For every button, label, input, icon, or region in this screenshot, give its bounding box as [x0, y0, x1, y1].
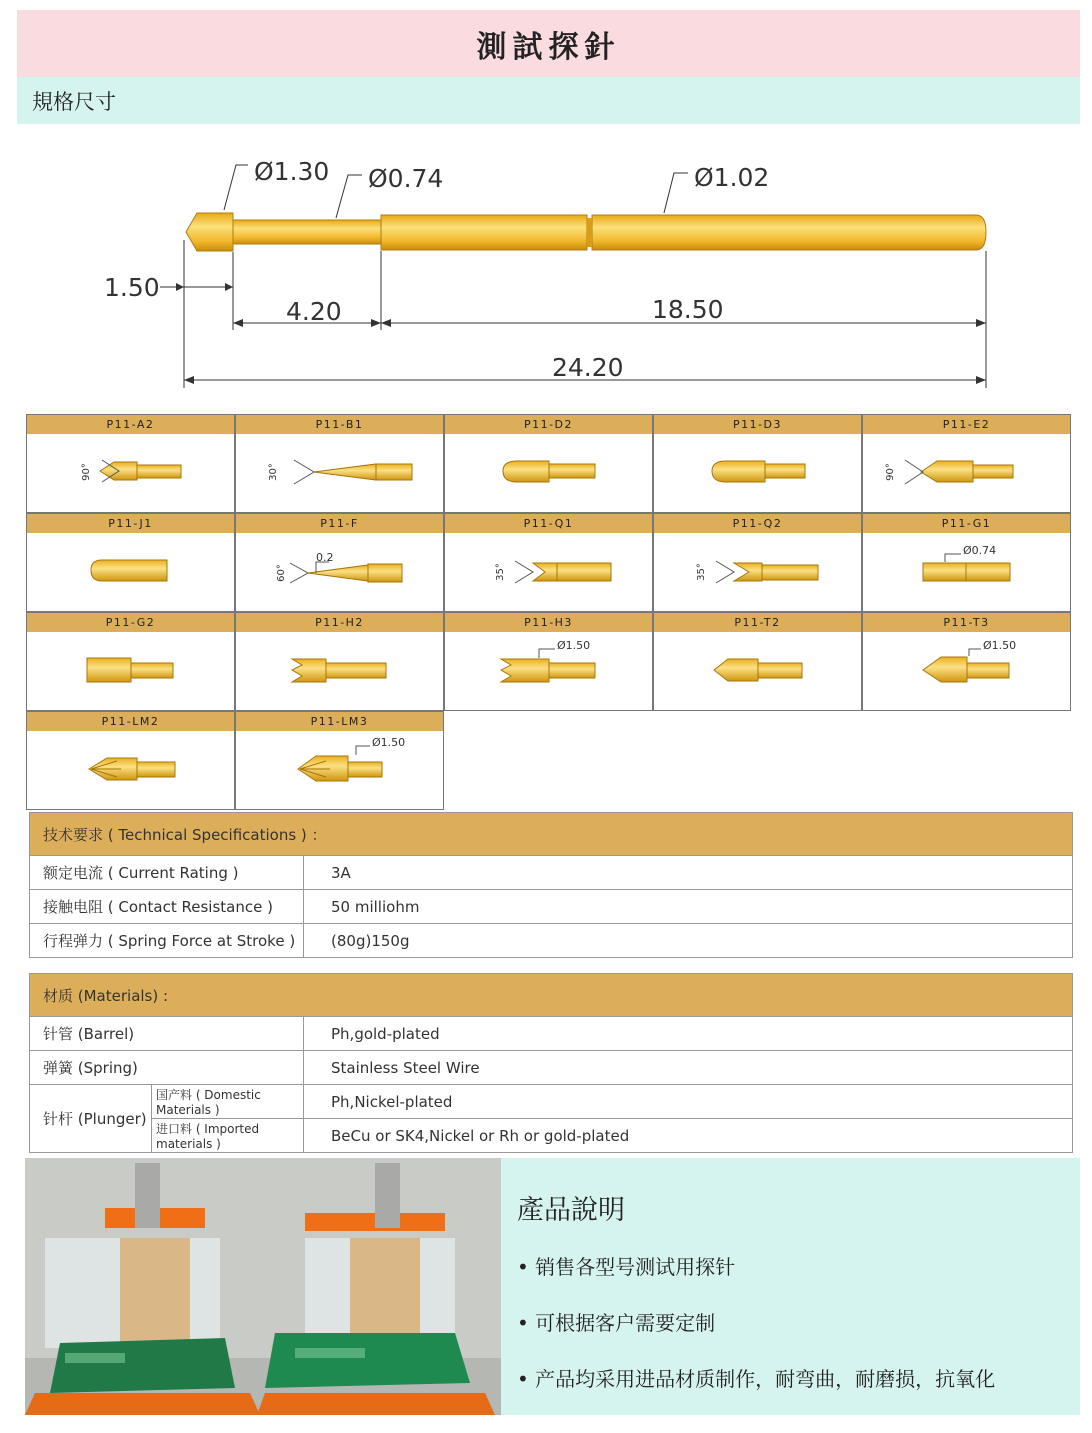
material-value: BeCu or SK4,Nickel or Rh or gold-plated [304, 1119, 1073, 1153]
spec-key: 行程弹力 ( Spring Force at Stroke ) [30, 924, 304, 958]
section-bar [17, 77, 1080, 124]
tip-shape [863, 533, 1070, 611]
tip-label: P11-G1 [863, 514, 1070, 533]
product-section [25, 1158, 1080, 1415]
spec-value: 50 milliohm [304, 890, 1073, 924]
tip-cell [862, 612, 1071, 711]
tip-shape [236, 434, 443, 512]
tip-angle: 35° [696, 563, 707, 581]
tip-note: Ø0.74 [963, 544, 997, 557]
materials-header: 材质 (Materials) : [30, 974, 1073, 1017]
tip-note: Ø1.50 [983, 639, 1017, 652]
tip-cell [235, 513, 444, 612]
list-item: • 可根据客户需要定制 [517, 1311, 716, 1335]
tip-angle: 30° [268, 463, 279, 481]
tip-shape [27, 632, 234, 710]
dim-plunger-length: 4.20 [286, 297, 342, 326]
tip-cell [653, 513, 862, 612]
dim-plunger-diameter: Ø0.74 [368, 164, 444, 193]
material-subkey: 进口料 ( Imported materials ) [152, 1119, 304, 1153]
tip-label: P11-H2 [236, 613, 443, 632]
spec-value: 3A [304, 856, 1073, 890]
dim-tip-diameter: Ø1.30 [254, 157, 330, 186]
tip-angle: 90° [885, 463, 896, 481]
tip-cell [235, 711, 444, 810]
tip-label: P11-E2 [863, 415, 1070, 434]
tip-angle: 60° [276, 564, 287, 582]
tip-label: P11-G2 [27, 613, 234, 632]
tip-shape [445, 632, 652, 710]
tip-shape [27, 731, 234, 809]
technical-spec-table [29, 812, 1073, 958]
material-value: Stainless Steel Wire [304, 1051, 1073, 1085]
material-key: 针杆 (Plunger) [30, 1085, 152, 1153]
tip-note: Ø1.50 [557, 639, 591, 652]
tip-cell [235, 414, 444, 513]
tip-cell [444, 612, 653, 711]
table-row [30, 890, 1073, 924]
tip-shape [445, 434, 652, 512]
tech-spec-header: 技术要求 ( Technical Specifications ) ： [30, 813, 1073, 856]
tip-shape [236, 533, 443, 611]
tip-cell [26, 513, 235, 612]
material-key: 弹簧 (Spring) [30, 1051, 304, 1085]
tip-angle: 90° [81, 463, 92, 481]
table-row [30, 1085, 1073, 1119]
tip-label: P11-F [236, 514, 443, 533]
tip-label: P11-Q1 [445, 514, 652, 533]
tip-label: P11-H3 [445, 613, 652, 632]
test-fixture-photo [25, 1158, 501, 1415]
list-item: • 销售各型号测试用探针 [517, 1255, 736, 1279]
page-title: 測試探針 [476, 29, 621, 65]
tip-shape [27, 533, 234, 611]
tip-cell [862, 513, 1071, 612]
tip-label: P11-D2 [445, 415, 652, 434]
tip-cell [444, 414, 653, 513]
dim-tip-length: 1.50 [104, 273, 160, 302]
probe-dimension-drawing [0, 130, 1092, 410]
tip-shape [654, 632, 861, 710]
section-title: 規格尺寸 [32, 89, 116, 114]
probe-body [186, 213, 986, 251]
tip-cell [235, 612, 444, 711]
tip-cell [26, 711, 235, 810]
tip-shape [863, 434, 1070, 512]
product-description [517, 1188, 995, 1419]
product-title: 產品說明 [517, 1195, 625, 1226]
table-row [30, 924, 1073, 958]
materials-table [29, 973, 1073, 1153]
tip-note: Ø1.50 [372, 736, 406, 749]
tip-cell [653, 414, 862, 513]
tip-label: P11-B1 [236, 415, 443, 434]
dim-total-length: 24.20 [552, 353, 624, 382]
table-row [30, 856, 1073, 890]
tip-shape [236, 731, 443, 809]
material-value: Ph,gold-plated [304, 1017, 1073, 1051]
title-bar [17, 10, 1080, 77]
tip-label: P11-T2 [654, 613, 861, 632]
tip-angle: 35° [495, 563, 506, 581]
tip-types-grid [26, 414, 1072, 810]
tip-cell [862, 414, 1071, 513]
dim-barrel-diameter: Ø1.02 [694, 163, 770, 192]
list-item: • 产品均采用进品材质制作，耐弯曲，耐磨损，抗氧化 [517, 1367, 996, 1391]
spec-key: 接触电阻 ( Contact Resistance ) [30, 890, 304, 924]
tip-shape [27, 434, 234, 512]
tip-label: P11-J1 [27, 514, 234, 533]
tip-shape [654, 533, 861, 611]
table-row [30, 1017, 1073, 1051]
tip-shape [863, 632, 1070, 710]
tip-label: P11-LM3 [236, 712, 443, 731]
spec-key: 额定电流 ( Current Rating ) [30, 856, 304, 890]
tip-cell [26, 414, 235, 513]
material-subkey: 国产料 ( Domestic Materials ) [152, 1085, 304, 1119]
tip-shape [654, 434, 861, 512]
tip-note: 0.2 [316, 551, 334, 564]
tip-label: P11-LM2 [27, 712, 234, 731]
tip-label: P11-D3 [654, 415, 861, 434]
tip-shape [236, 632, 443, 710]
table-row [30, 1119, 1073, 1153]
tip-cell [444, 513, 653, 612]
tip-label: P11-A2 [27, 415, 234, 434]
table-row [30, 1051, 1073, 1085]
tip-cell [26, 612, 235, 711]
material-value: Ph,Nickel-plated [304, 1085, 1073, 1119]
spec-value: (80g)150g [304, 924, 1073, 958]
tip-label: P11-T3 [863, 613, 1070, 632]
tip-cell [653, 612, 862, 711]
tip-shape [445, 533, 652, 611]
dim-barrel-length: 18.50 [652, 295, 724, 324]
material-key: 针管 (Barrel) [30, 1017, 304, 1051]
tip-label: P11-Q2 [654, 514, 861, 533]
